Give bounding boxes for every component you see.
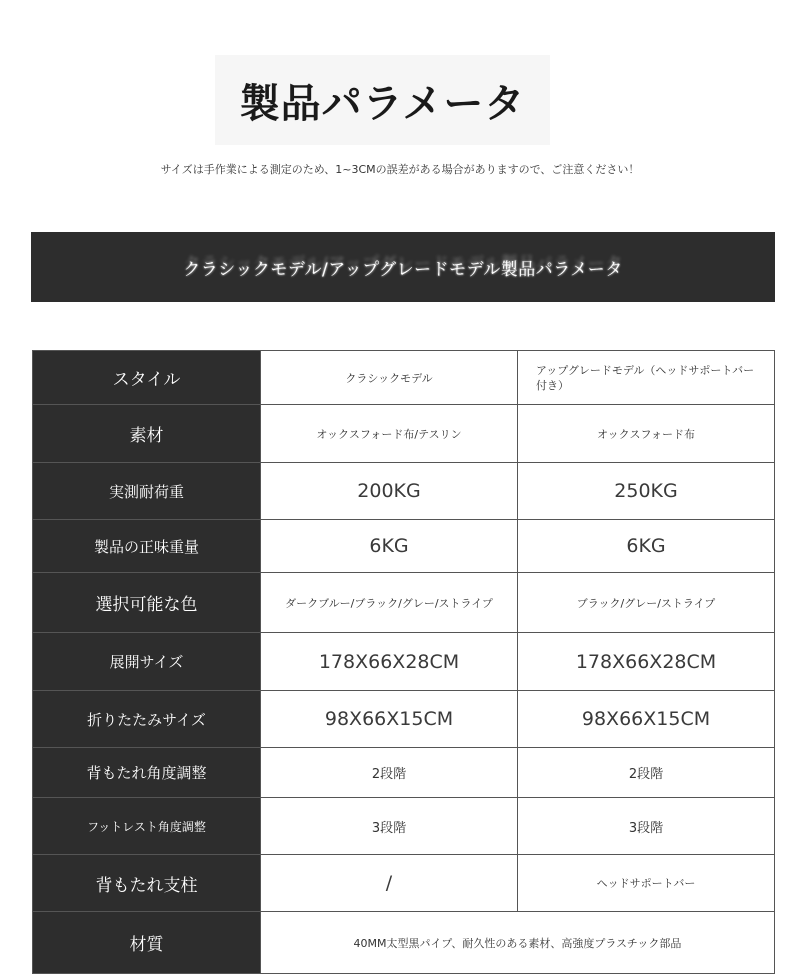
table-row-style [33,351,775,405]
classic-value: クラシックモデル [261,351,518,405]
page-title: 製品パラメータ [215,55,550,145]
upgrade-value: 6KG [518,520,775,573]
classic-value: / [261,855,518,912]
row-label: 展開サイズ [33,633,261,691]
row-label: 製品の正味重量 [33,520,261,573]
spec-table [32,350,775,974]
row-label: 背もたれ角度調整 [33,748,261,798]
upgrade-value: 3段階 [518,798,775,855]
row-label: 素材 [33,405,261,463]
table-row-build-material [33,912,775,974]
upgrade-value: ヘッドサポートバー [518,855,775,912]
upgrade-value: 98X66X15CM [518,691,775,748]
row-label: フットレスト角度調整 [33,798,261,855]
row-label: スタイル [33,351,261,405]
classic-value: 2段階 [261,748,518,798]
table-row-net-weight [33,520,775,573]
classic-value: 178X66X28CM [261,633,518,691]
classic-value: 3段階 [261,798,518,855]
classic-value: 98X66X15CM [261,691,518,748]
table-row-backrest-angle [33,748,775,798]
upgrade-value: アップグレードモデル（ヘッドサポートバー付き） [518,351,775,405]
table-row-footrest-angle [33,798,775,855]
row-label: 折りたたみサイズ [33,691,261,748]
table-row-material [33,405,775,463]
upgrade-value: 2段階 [518,748,775,798]
table-row-backrest-support [33,855,775,912]
classic-value: オックスフォード布/テスリン [261,405,518,463]
section-banner-label: クラシックモデル/アップグレードモデル製品パラメータ [183,259,623,280]
upgrade-value: オックスフォード布 [518,405,775,463]
table-row-folded-size [33,691,775,748]
upgrade-value: 250KG [518,463,775,520]
section-banner [31,232,775,302]
row-label: 選択可能な色 [33,573,261,633]
row-label: 実測耐荷重 [33,463,261,520]
row-label: 材質 [33,912,261,974]
table-row-colors [33,573,775,633]
upgrade-value: 178X66X28CM [518,633,775,691]
classic-value: ダークブルー/ブラック/グレー/ストライプ [261,573,518,633]
common-value: 40MM太型黒パイプ、耐久性のある素材、高強度プラスチック部品 [261,912,775,974]
measurement-note: サイズは手作業による測定のため、1~3CMの誤差がある場合がありますので、ご注意ください！ [160,163,640,176]
classic-value: 6KG [261,520,518,573]
table-row-unfolded-size [33,633,775,691]
upgrade-value: ブラック/グレー/ストライプ [518,573,775,633]
row-label: 背もたれ支柱 [33,855,261,912]
classic-value: 200KG [261,463,518,520]
table-row-load-capacity [33,463,775,520]
